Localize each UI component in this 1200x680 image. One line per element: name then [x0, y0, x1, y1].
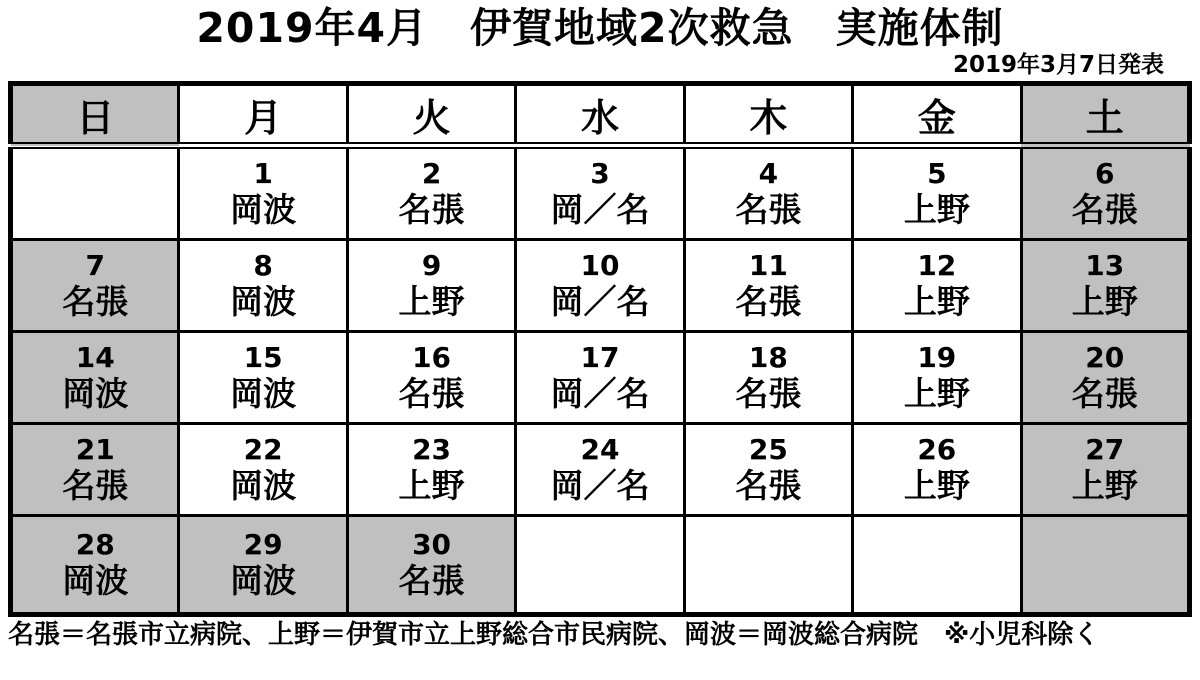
calendar-week-row-4	[11, 516, 1190, 615]
day-cell-2	[347, 146, 515, 240]
hospital-name: 岡波	[62, 561, 129, 601]
hospital-name: 岡波	[230, 282, 297, 322]
day-number: 1	[253, 157, 273, 190]
day-cell-5	[853, 146, 1021, 240]
day-cell-22	[179, 424, 347, 516]
empty-day-cell	[1021, 516, 1189, 615]
day-number: 9	[421, 249, 442, 282]
weekday-header-5: 金	[853, 84, 1021, 146]
day-number: 28	[75, 528, 115, 561]
day-number: 29	[243, 528, 283, 561]
day-number: 24	[580, 433, 620, 466]
day-cell-14	[11, 332, 179, 424]
hospital-name: 岡／名	[550, 282, 650, 322]
hospital-name: 名張	[735, 374, 802, 414]
day-number: 27	[1085, 433, 1125, 466]
calendar-week-row-1	[11, 240, 1190, 332]
weekday-header-6: 土	[1021, 84, 1189, 146]
hospital-name: 岡／名	[550, 190, 650, 230]
day-cell-28	[11, 516, 179, 615]
announce-date: 2019年3月7日発表	[952, 52, 1164, 79]
empty-day-cell	[684, 516, 852, 615]
day-cell-12	[853, 240, 1021, 332]
empty-day-cell	[11, 146, 179, 240]
day-number: 21	[75, 433, 115, 466]
day-number: 18	[748, 341, 788, 374]
hospital-name: 上野	[903, 282, 970, 322]
calendar-week-row-2	[11, 332, 1190, 424]
weekday-header-1: 月	[179, 84, 347, 146]
calendar-week-row-0	[11, 146, 1190, 240]
day-number: 4	[758, 157, 779, 190]
day-number: 6	[1095, 157, 1115, 190]
day-cell-23	[347, 424, 515, 516]
hospital-name: 岡／名	[550, 466, 650, 506]
day-number: 2	[421, 157, 442, 190]
day-cell-16	[347, 332, 515, 424]
day-cell-30	[347, 516, 515, 615]
day-cell-19	[853, 332, 1021, 424]
day-number: 8	[253, 249, 273, 282]
hospital-name: 岡波	[62, 374, 129, 414]
hospital-name: 名張	[735, 466, 802, 506]
hospital-name: 岡／名	[550, 374, 650, 414]
calendar-table	[8, 81, 1192, 617]
hospital-name: 上野	[398, 466, 465, 506]
day-number: 20	[1085, 341, 1125, 374]
day-number: 22	[243, 433, 283, 466]
hospital-name: 上野	[903, 190, 970, 230]
hospital-name: 岡波	[230, 561, 297, 601]
day-number: 13	[1085, 249, 1125, 282]
hospital-name: 上野	[903, 374, 970, 414]
hospital-name: 岡波	[230, 374, 297, 414]
empty-day-cell	[516, 516, 684, 615]
day-number: 10	[580, 249, 620, 282]
day-cell-13	[1021, 240, 1189, 332]
hospital-name: 名張	[398, 561, 465, 601]
day-cell-24	[516, 424, 684, 516]
day-cell-9	[347, 240, 515, 332]
page-title: 2019年4月 伊賀地域2次救急 実施体制	[196, 4, 1004, 52]
day-cell-20	[1021, 332, 1189, 424]
day-cell-4	[684, 146, 852, 240]
day-cell-3	[516, 146, 684, 240]
day-cell-26	[853, 424, 1021, 516]
hospital-name: 岡波	[230, 190, 297, 230]
weekday-header-4: 木	[684, 84, 852, 146]
day-number: 12	[917, 249, 957, 282]
day-number: 3	[590, 157, 610, 190]
day-cell-11	[684, 240, 852, 332]
day-number: 11	[748, 249, 788, 282]
hospital-name: 岡波	[230, 466, 297, 506]
hospital-name: 名張	[398, 190, 465, 230]
day-cell-6	[1021, 146, 1189, 240]
day-number: 23	[412, 433, 452, 466]
hospital-name: 名張	[62, 282, 129, 322]
day-number: 15	[243, 341, 283, 374]
calendar-week-row-3	[11, 424, 1190, 516]
day-number: 14	[75, 341, 115, 374]
day-cell-25	[684, 424, 852, 516]
hospital-name: 名張	[62, 466, 129, 506]
hospital-name: 名張	[398, 374, 465, 414]
hospital-name: 名張	[735, 282, 802, 322]
weekday-header-row	[11, 84, 1190, 146]
day-cell-18	[684, 332, 852, 424]
day-number: 19	[917, 341, 957, 374]
day-cell-17	[516, 332, 684, 424]
day-cell-27	[1021, 424, 1189, 516]
hospital-name: 上野	[903, 466, 970, 506]
hospital-name: 上野	[398, 282, 465, 322]
day-cell-15	[179, 332, 347, 424]
day-cell-1	[179, 146, 347, 240]
weekday-header-3: 水	[516, 84, 684, 146]
day-number: 30	[412, 528, 452, 561]
empty-day-cell	[853, 516, 1021, 615]
day-cell-29	[179, 516, 347, 615]
hospital-name: 名張	[1071, 374, 1138, 414]
weekday-header-0: 日	[11, 84, 179, 146]
day-number: 17	[580, 341, 620, 374]
day-cell-7	[11, 240, 179, 332]
hospital-name: 上野	[1071, 466, 1138, 506]
day-number: 7	[85, 249, 105, 282]
day-number: 5	[927, 157, 947, 190]
day-number: 26	[917, 433, 957, 466]
hospital-name: 上野	[1071, 282, 1138, 322]
hospital-name: 名張	[735, 190, 802, 230]
day-cell-8	[179, 240, 347, 332]
footer-note: 名張＝名張市立病院、上野＝伊賀市立上野総合市民病院、岡波＝岡波総合病院 ※小児科除く	[8, 620, 1100, 651]
day-cell-21	[11, 424, 179, 516]
day-number: 16	[412, 341, 452, 374]
day-cell-10	[516, 240, 684, 332]
day-number: 25	[748, 433, 788, 466]
weekday-header-2: 火	[347, 84, 515, 146]
hospital-name: 名張	[1071, 190, 1138, 230]
